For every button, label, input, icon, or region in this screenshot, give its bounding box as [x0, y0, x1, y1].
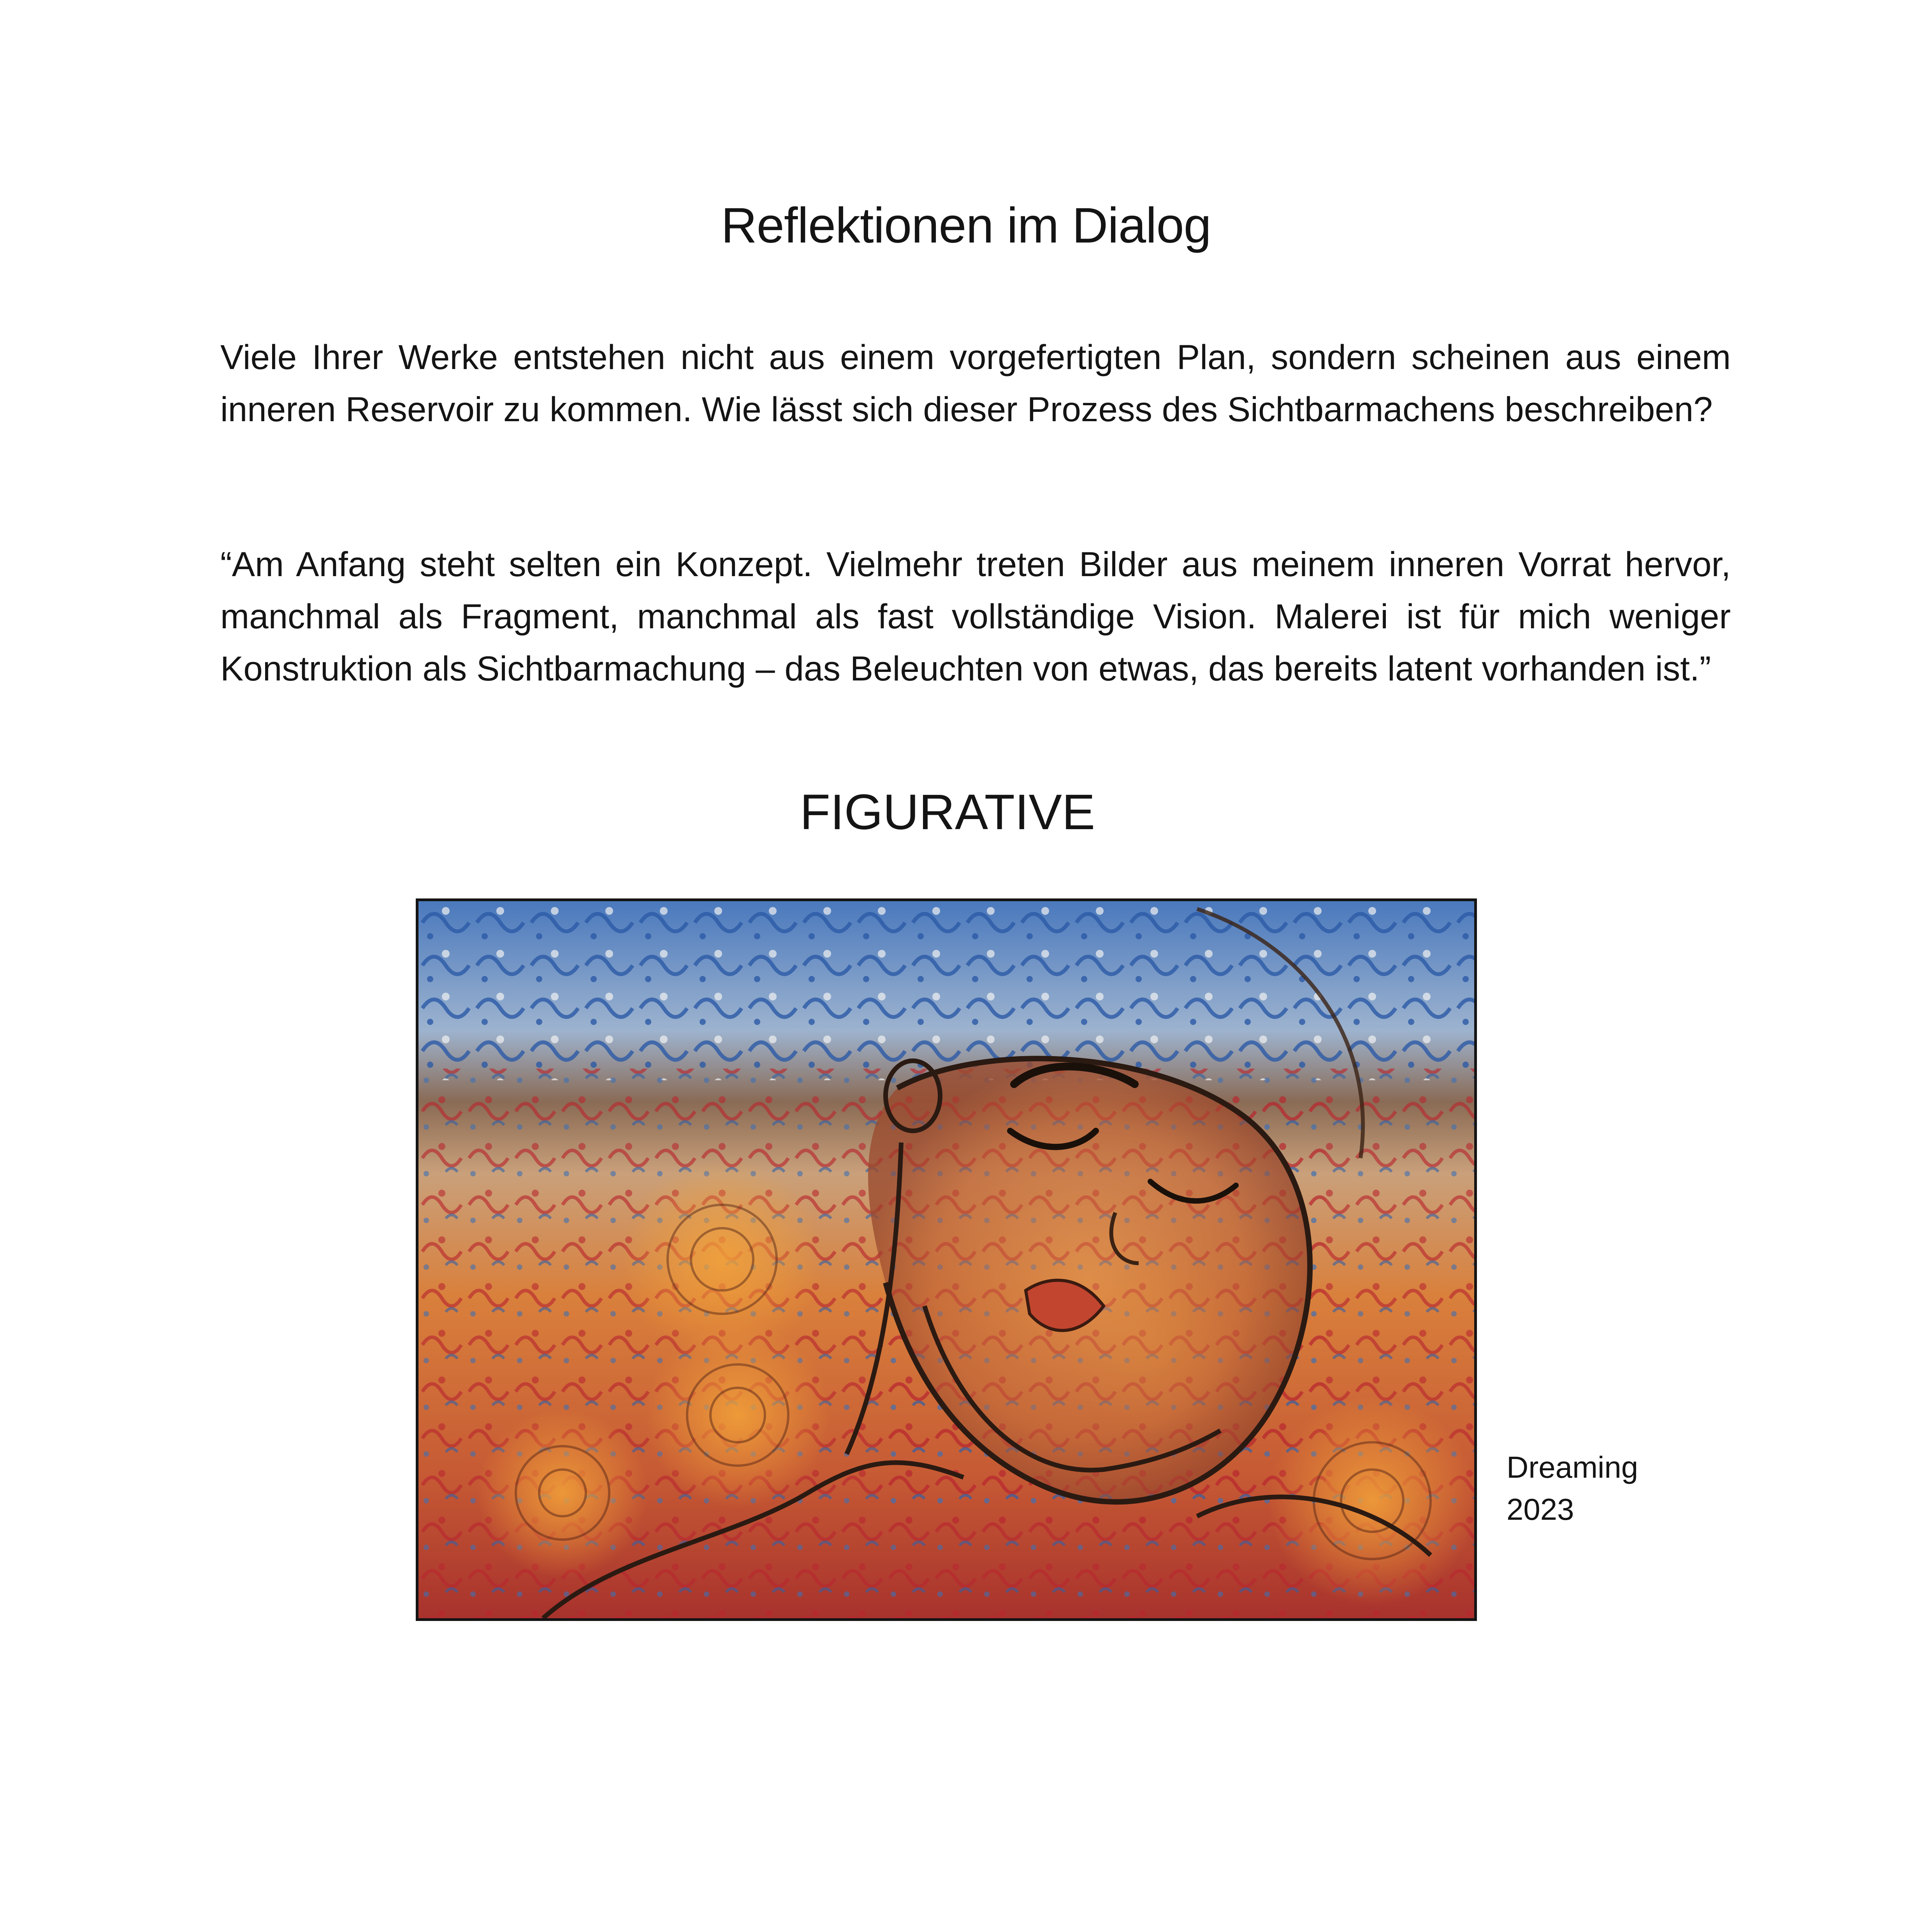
artist-answer-quote: “Am Anfang steht selten ein Konzept. Vielmehr treten Bilder aus meinem inneren Vorrat hervor, manchmal als Fragment, manchmal als fast vollständige Vision. Malerei ist für mich weniger Konstruktion als Sichtbarmachung – das Beleuchten von etwas, das bereits latent vorhanden ist.” [220, 545, 1731, 688]
section-heading: FIGURATIVE [800, 784, 1095, 840]
painting-illustration [418, 901, 1474, 1618]
page-title: Reflektionen im Dialog [721, 198, 1211, 253]
interview-question: Viele Ihrer Werke entstehen nicht aus einem vorgefertigten Plan, sondern scheinen aus einem inneren Reservoir zu kommen. Wie lässt sich dieser Prozess des Sichtbarmachens beschreiben? [220, 338, 1731, 429]
artwork-year: 2023 [1507, 1492, 1574, 1526]
artwork-title: Dreaming [1507, 1450, 1638, 1484]
artwork-painting [416, 898, 1477, 1621]
artwork-caption [1507, 1446, 1638, 1530]
